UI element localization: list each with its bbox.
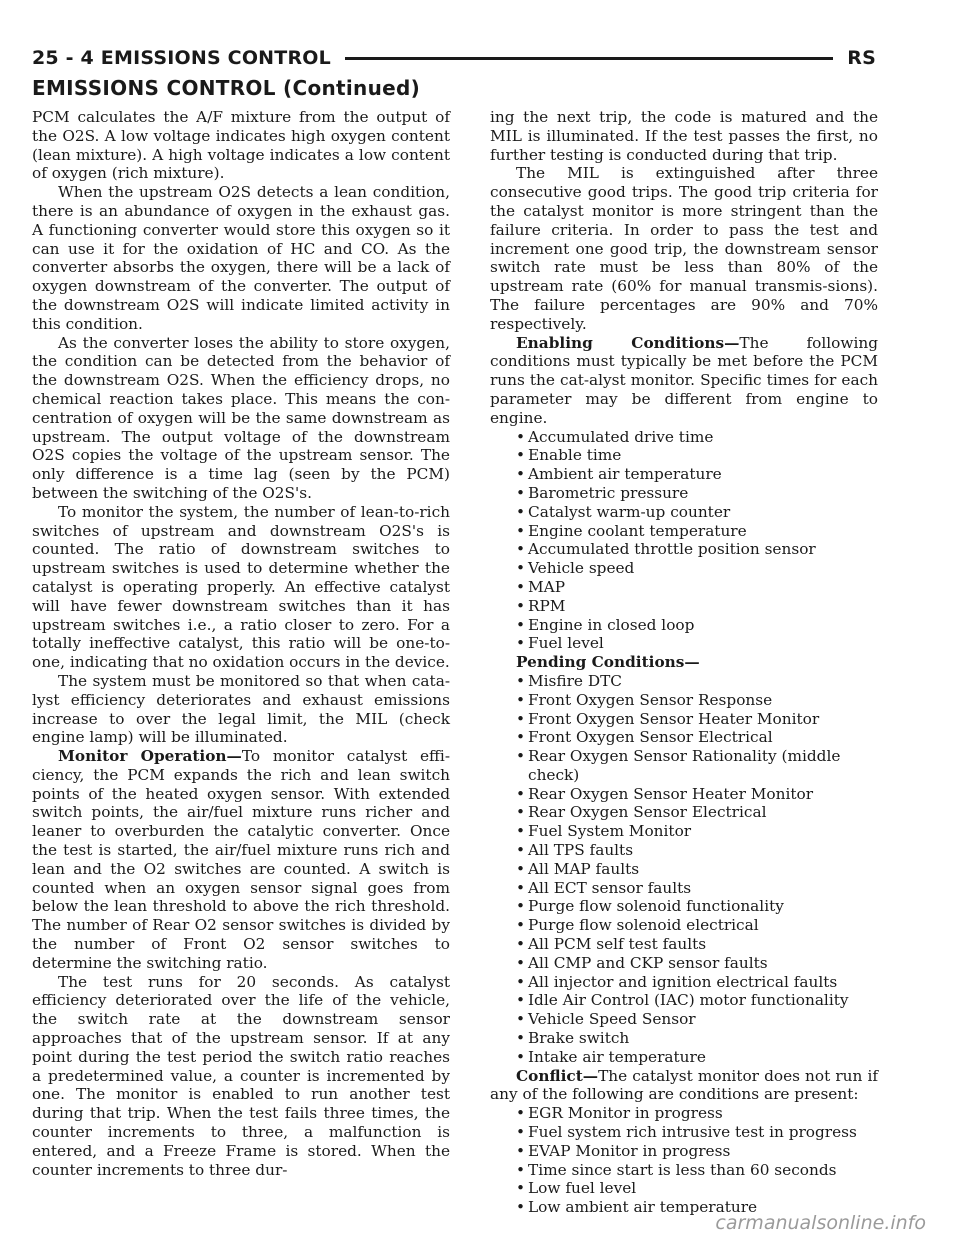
list-item-text: Misfire DTC	[528, 671, 623, 690]
manual-code-label: RS	[847, 47, 876, 69]
bullet-icon: •	[516, 822, 526, 841]
list-item	[490, 484, 878, 503]
list-item-text: All ECT sensor faults	[528, 878, 692, 897]
list-item	[490, 1048, 878, 1067]
list-item	[490, 578, 878, 597]
bullet-icon: •	[516, 521, 526, 540]
bullet-icon: •	[516, 540, 526, 559]
list-item-text: Front Oxygen Sensor Heater Monitor	[528, 709, 820, 728]
list-item-text: Catalyst warm-up counter	[528, 502, 731, 521]
bullet-icon: •	[516, 1179, 526, 1198]
list-item-text: RPM	[528, 596, 566, 615]
bullet-icon: •	[516, 935, 526, 954]
bullet-icon: •	[516, 446, 526, 465]
list-item-text: Front Oxygen Sensor Electrical	[528, 728, 773, 747]
list-item-text: Fuel level	[528, 634, 604, 653]
list-item-text: Engine in closed loop	[528, 615, 695, 634]
list-item	[490, 879, 878, 898]
paragraph-body: The following conditions must typically be met before the PCM runs the cat-alyst monitor. Specific times for each parameter may be different from engine to engine.	[490, 333, 878, 427]
list-item-text: Rear Oxygen Sensor Heater Monitor	[528, 784, 814, 803]
list-item-text: Fuel system rich intrusive test in progress	[528, 1123, 857, 1142]
list-item-text: Purge flow solenoid electrical	[528, 916, 759, 935]
list-item-text: Rear Oxygen Sensor Electrical	[528, 803, 767, 822]
paragraph-lead: Conflict—	[516, 1066, 599, 1085]
list-item	[490, 1104, 878, 1123]
list-item	[490, 616, 878, 635]
header-rule	[345, 57, 833, 60]
list-item-text: Enable time	[528, 446, 622, 465]
paragraph-body: To monitor catalyst effi-ciency, the PCM expands the rich and lean switch points of the heated oxygen sensor. With extended switch points, the air/fuel mixture runs richer and leaner to overburden the catalytic converter. Once the test is started, the air/fuel mixture runs rich and lean and the O2 switches are counted. A switch is counted when an oxygen sensor signal goes from below the lean threshold to above the rich threshold. The number of Rear O2 sensor switches is divided by the number of Front O2 sensor switches to determine the switching ratio.	[32, 747, 450, 972]
list-item-text: EGR Monitor in progress	[528, 1104, 723, 1123]
enabling-conditions-list	[490, 428, 878, 654]
paragraph-lead: Monitor Operation—	[58, 747, 242, 766]
bullet-icon: •	[516, 671, 526, 690]
list-item	[490, 935, 878, 954]
list-item-text: All injector and ignition electrical faults	[528, 972, 838, 991]
bullet-icon: •	[516, 615, 526, 634]
bullet-icon: •	[516, 878, 526, 897]
list-item	[490, 597, 878, 616]
list-item	[490, 1010, 878, 1029]
paragraph-conflict	[490, 1067, 878, 1105]
list-item-text: Intake air temperature	[528, 1047, 706, 1066]
bullet-icon: •	[516, 841, 526, 860]
bullet-icon: •	[516, 728, 526, 747]
bullet-icon: •	[516, 991, 526, 1010]
list-item-text: All CMP and CKP sensor faults	[528, 953, 768, 972]
bullet-icon: •	[516, 483, 526, 502]
list-item	[490, 446, 878, 465]
paragraph: The system must be monitored so that when cata-lyst efficiency deteriorates and exhaust emissions increase to over the legal limit, the MIL (check engine lamp) will be illuminated.	[32, 671, 450, 747]
paragraph-lead: Enabling Conditions—	[516, 333, 740, 352]
bullet-icon: •	[516, 972, 526, 991]
bullet-icon: •	[516, 502, 526, 521]
list-item-text: EVAP Monitor in progress	[528, 1141, 731, 1160]
list-item	[490, 540, 878, 559]
list-item	[490, 841, 878, 860]
paragraph: ing the next trip, the code is matured and the MIL is illuminated. If the test passes the first, no further testing is conducted during that trip.	[490, 108, 878, 164]
list-item	[490, 634, 878, 653]
list-item-text: Engine coolant temperature	[528, 521, 747, 540]
paragraph: When the upstream O2S detects a lean condition, there is an abundance of oxygen in the exhaust gas. A functioning converter would store this oxygen so it can use it for the oxidation of HC and CO. As the converter absorbs the oxygen, there will be a lack of oxygen downstream of the converter. The output of the downstream O2S will indicate limited activity in this condition.	[32, 183, 450, 333]
list-item	[490, 691, 878, 710]
list-item	[490, 822, 878, 841]
bullet-icon: •	[516, 953, 526, 972]
list-item-text: Rear Oxygen Sensor Rationality (middle check)	[528, 747, 841, 784]
bullet-icon: •	[516, 1029, 526, 1048]
list-item	[490, 1179, 878, 1198]
list-item-text: Idle Air Control (IAC) motor functionality	[528, 991, 849, 1010]
list-item-text: Fuel System Monitor	[528, 822, 692, 841]
list-item	[490, 710, 878, 729]
list-item	[490, 1161, 878, 1180]
list-item	[490, 991, 878, 1010]
list-item	[490, 559, 878, 578]
paragraph-enabling-conditions	[490, 334, 878, 428]
list-item	[490, 803, 878, 822]
paragraph: As the converter loses the ability to store oxygen, the condition can be detected from the behavior of the downstream O2S. When the efficiency drops, no chemical reaction takes place. This means the con-centration of oxygen will be the same downstream as upstream. The output voltage of the downstream O2S copies the voltage of the upstream sensor. The only difference is a time lag (seen by the PCM) between the switching of the O2S's.	[32, 333, 450, 502]
bullet-icon: •	[516, 1104, 526, 1123]
bullet-icon: •	[516, 634, 526, 653]
list-item	[490, 860, 878, 879]
list-item	[490, 1123, 878, 1142]
list-item-text: Vehicle Speed Sensor	[528, 1010, 696, 1029]
paragraph-body: The catalyst monitor does not run if any of the following are conditions are present:	[490, 1066, 878, 1104]
list-item	[490, 897, 878, 916]
bullet-icon: •	[516, 803, 526, 822]
page-number-label: 25 - 4 EMISSIONS CONTROL	[32, 47, 331, 69]
list-item-text: All MAP faults	[528, 859, 640, 878]
list-item	[490, 973, 878, 992]
list-item-text: All TPS faults	[528, 841, 634, 860]
bullet-icon: •	[516, 596, 526, 615]
list-item-text: Brake switch	[528, 1029, 630, 1048]
paragraph: To monitor the system, the number of lean-to-rich switches of upstream and downstream O2S's is counted. The ratio of downstream switches to upstream switches is used to determine whether the catalyst is operating properly. An effective catalyst will have fewer downstream switches than it has upstream switches i.e., a ratio closer to zero. For a totally ineffective catalyst, this ratio will be one-to-one, indicating that no oxidation occurs in the device.	[32, 502, 450, 672]
list-item-text: MAP	[528, 577, 566, 596]
bullet-icon: •	[516, 1123, 526, 1142]
bullet-icon: •	[516, 709, 526, 728]
list-item	[490, 428, 878, 447]
bullet-icon: •	[516, 1198, 526, 1217]
list-item	[490, 1029, 878, 1048]
bullet-icon: •	[516, 1047, 526, 1066]
bullet-icon: •	[516, 1141, 526, 1160]
bullet-icon: •	[516, 465, 526, 484]
list-item	[490, 1142, 878, 1161]
bullet-icon: •	[516, 897, 526, 916]
bullet-icon: •	[516, 577, 526, 596]
section-title: EMISSIONS CONTROL (Continued)	[32, 76, 421, 100]
list-item	[490, 954, 878, 973]
list-item-text: All PCM self test faults	[528, 935, 707, 954]
paragraph: The MIL is extinguished after three consecutive good trips. The good trip criteria for the catalyst monitor is more stringent than the failure criteria. In order to pass the test and increment one good trip, the downstream sensor switch rate must be less than 80% of the upstream rate (60% for manual transmis-sions). The failure percentages are 90% and 70% respectively.	[490, 164, 878, 333]
bullet-icon: •	[516, 916, 526, 935]
left-column	[32, 108, 450, 1179]
paragraph: PCM calculates the A/F mixture from the output of the O2S. A low voltage indicates high oxygen content (lean mixture). A high voltage indicates a low content of oxygen (rich mixture).	[32, 108, 450, 183]
right-column	[490, 108, 878, 1217]
bullet-icon: •	[516, 1010, 526, 1029]
list-item-text: Accumulated drive time	[528, 427, 714, 446]
list-item-text: Accumulated throttle position sensor	[528, 540, 816, 559]
list-item	[490, 503, 878, 522]
paragraph-monitor-operation	[32, 747, 450, 973]
list-item	[490, 728, 878, 747]
list-item	[490, 785, 878, 804]
list-item-text: Time since start is less than 60 seconds	[528, 1160, 837, 1179]
bullet-icon: •	[516, 784, 526, 803]
paragraph: The test runs for 20 seconds. As catalyst efficiency deteriorated over the life of the vehicle, the switch rate at the downstream sensor approaches that of the upstream sensor. If at any point during the test period the switch ratio reaches a predetermined value, a counter is incremented by one. The monitor is enabled to run another test during that trip. When the test fails three times, the counter increments to three, a malfunction is entered, and a Freeze Frame is stored. When the counter increments to three dur-	[32, 972, 450, 1179]
paragraph-lead: Pending Conditions—	[516, 653, 700, 672]
pending-conditions-list	[490, 672, 878, 1067]
list-item	[490, 465, 878, 484]
list-item-text: Front Oxygen Sensor Response	[528, 690, 773, 709]
bullet-icon: •	[516, 859, 526, 878]
list-item-text: Vehicle speed	[528, 559, 635, 578]
list-item	[490, 747, 878, 785]
bullet-icon: •	[516, 427, 526, 446]
pending-conditions-heading	[490, 653, 878, 672]
list-item-text: Barometric pressure	[528, 483, 689, 502]
bullet-icon: •	[516, 1160, 526, 1179]
list-item	[490, 916, 878, 935]
conflict-list	[490, 1104, 878, 1217]
list-item-text: Purge flow solenoid functionality	[528, 897, 784, 916]
bullet-icon: •	[516, 559, 526, 578]
list-item-text: Low fuel level	[528, 1179, 637, 1198]
bullet-icon: •	[516, 690, 526, 709]
list-item	[490, 672, 878, 691]
bullet-icon: •	[516, 747, 526, 766]
list-item-text: Ambient air temperature	[528, 465, 722, 484]
watermark-text: carmanualsonline.info	[715, 1212, 926, 1234]
list-item-text: Low ambient air temperature	[528, 1198, 758, 1217]
page-header	[32, 44, 876, 72]
list-item	[490, 522, 878, 541]
